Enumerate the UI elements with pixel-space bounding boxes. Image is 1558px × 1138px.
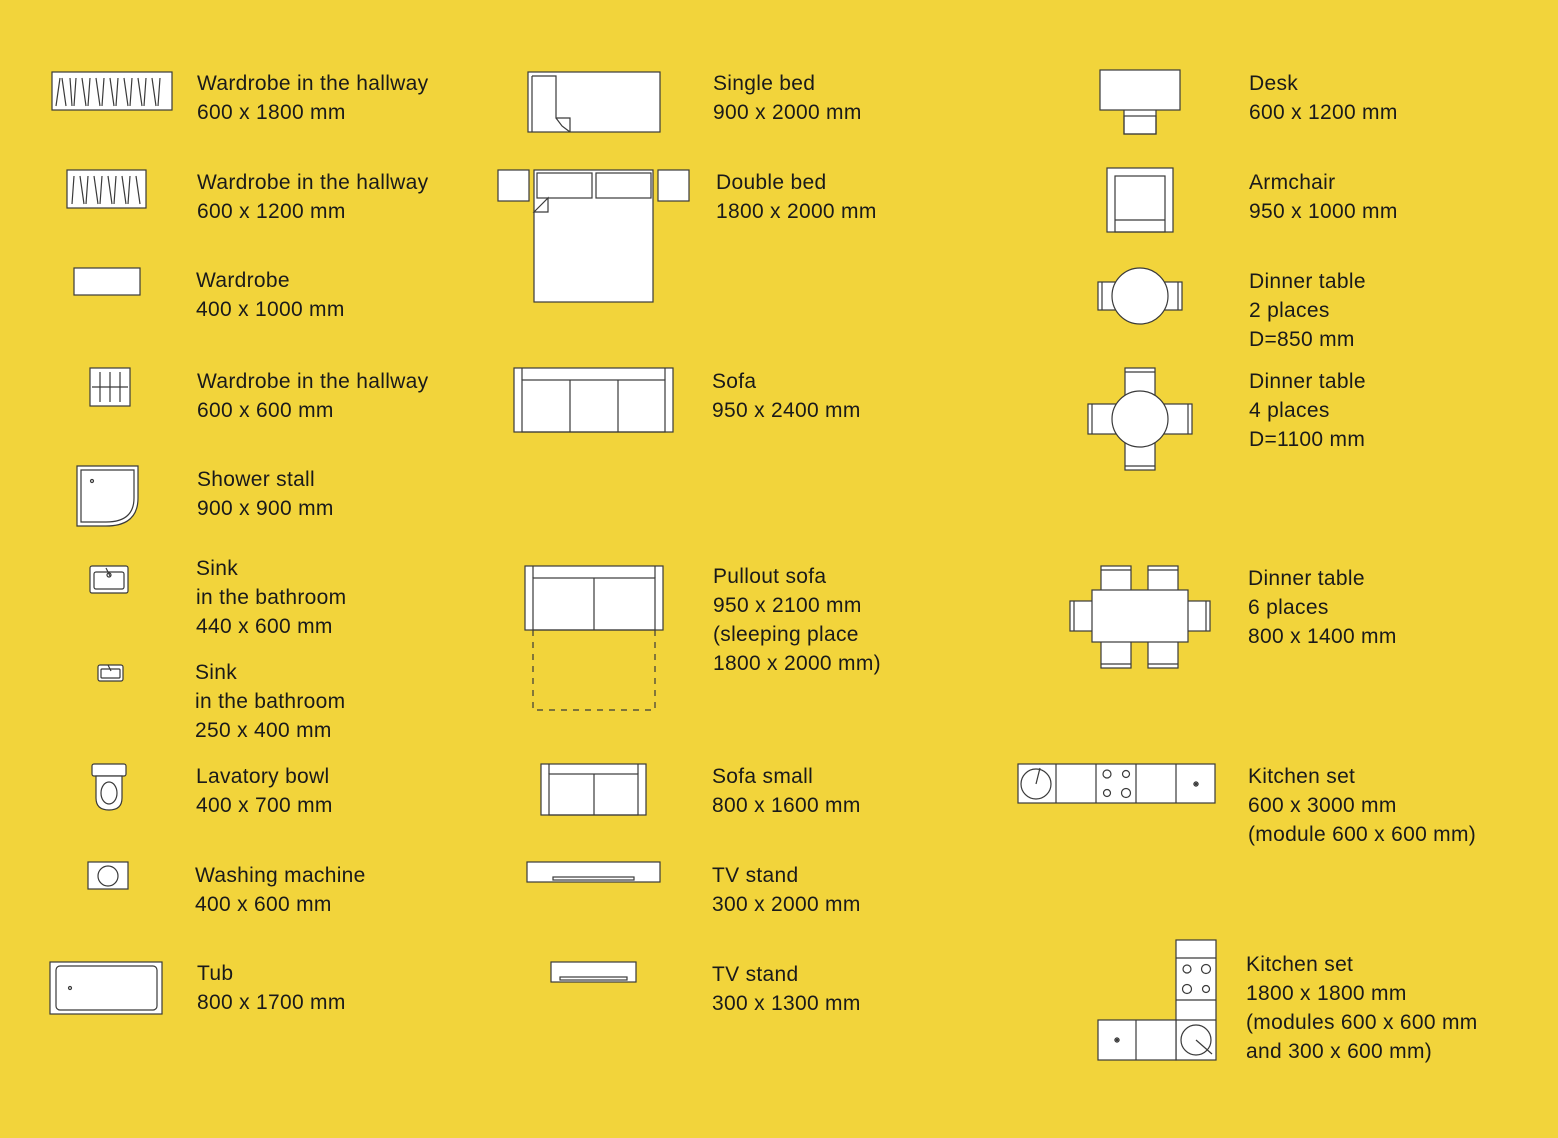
item-size: 600 x 1200 mm [197,200,346,223]
item-name: Kitchen set [1248,765,1356,788]
tv-stand-2000-icon [527,862,660,882]
item-name: Sofa [712,370,757,393]
single-bed-icon [528,72,660,132]
item-name: Pullout sofa [713,565,827,588]
item-size: 600 x 3000 mm [1248,794,1397,817]
item-name: Tub [197,962,234,985]
item-size: D=1100 mm [1249,428,1366,451]
sink-large-icon [90,566,128,593]
item-detail: (modules 600 x 600 mm [1246,1011,1478,1034]
item-label [197,959,346,1017]
item-name: Dinner table [1249,370,1366,393]
item-label [195,658,345,745]
item-size: 800 x 1700 mm [197,991,346,1014]
item-label [712,367,861,425]
item-name: Wardrobe in the hallway [197,171,429,194]
item-label [196,266,345,324]
item-size: 900 x 900 mm [197,497,334,520]
item-name: Wardrobe [196,269,290,292]
dinner-table-6-icon [1070,566,1210,668]
kitchen-set-linear-icon [1018,764,1215,803]
item-name: Sink [195,661,238,684]
item-label [195,861,366,919]
item-name: Lavatory bowl [196,765,330,788]
item-size: 600 x 1200 mm [1249,101,1398,124]
item-name: Kitchen set [1246,953,1354,976]
item-name: TV stand [712,864,799,887]
item-size: 800 x 1400 mm [1248,625,1397,648]
washing-machine-icon [88,862,128,889]
item-detail: (sleeping place [713,623,859,646]
wardrobe-icon [74,268,140,295]
item-detail: and 300 x 600 mm) [1246,1040,1433,1063]
item-label [713,69,862,127]
item-size: 950 x 2100 mm [713,594,862,617]
item-name: Washing machine [195,864,366,887]
kitchen-set-corner-icon [1098,940,1216,1060]
item-label [712,960,861,1018]
item-size: 800 x 1600 mm [712,794,861,817]
sink-small-icon [98,665,123,681]
item-name: Wardrobe in the hallway [197,370,429,393]
item-label [196,554,346,641]
sofa-icon [514,368,673,432]
item-label [1249,168,1398,226]
item-size: 440 x 600 mm [196,615,333,638]
item-name: Sofa small [712,765,814,788]
item-detail: (module 600 x 600 mm) [1248,823,1477,846]
item-detail: 6 places [1248,596,1329,619]
item-size: 400 x 700 mm [196,794,333,817]
item-label [197,168,428,226]
item-size: 950 x 2400 mm [712,399,861,422]
item-label [1249,69,1398,127]
item-name: Double bed [716,171,827,194]
desk-icon [1100,70,1180,134]
item-name: Shower stall [197,468,315,491]
item-label [713,562,881,678]
item-size: 300 x 1300 mm [712,992,861,1015]
item-label [197,465,334,523]
shower-stall-icon [77,466,138,526]
item-size: 400 x 600 mm [195,893,332,916]
wardrobe-hallway-1800-icon [52,72,172,110]
double-bed-icon [498,170,689,302]
item-size: 400 x 1000 mm [196,298,345,321]
lavatory-bowl-icon [92,764,126,810]
item-label [197,69,428,127]
item-name: Sink [196,557,239,580]
item-size: 600 x 600 mm [197,399,334,422]
item-size: 900 x 2000 mm [713,101,862,124]
item-name: Armchair [1249,171,1336,194]
item-label [1248,564,1397,651]
item-size: 600 x 1800 mm [197,101,346,124]
item-label [197,367,428,425]
item-label [1246,950,1478,1066]
item-label [712,861,861,919]
dinner-table-4-icon [1088,368,1192,470]
item-name: Dinner table [1248,567,1365,590]
item-detail: 4 places [1249,399,1330,422]
item-size: 1800 x 2000 mm [716,200,877,223]
armchair-icon [1107,168,1173,232]
item-detail: in the bathroom [195,690,346,713]
item-label [1249,267,1366,354]
item-detail: in the bathroom [196,586,347,609]
item-size: D=850 mm [1249,328,1355,351]
item-label [1248,762,1476,849]
item-detail: 2 places [1249,299,1330,322]
pullout-sofa-icon [525,566,663,710]
item-size: 950 x 1000 mm [1249,200,1398,223]
item-label [196,762,333,820]
item-label [716,168,877,226]
item-size: 300 x 2000 mm [712,893,861,916]
item-name: TV stand [712,963,799,986]
item-label [712,762,861,820]
item-name: Dinner table [1249,270,1366,293]
item-name: Wardrobe in the hallway [197,72,429,95]
dinner-table-2-icon [1098,268,1182,324]
tub-icon [50,962,162,1014]
sofa-small-icon [541,764,646,815]
item-name: Single bed [713,72,816,95]
tv-stand-1300-icon [551,962,636,982]
item-label [1249,367,1366,454]
item-size: 1800 x 1800 mm [1246,982,1407,1005]
item-detail: 1800 x 2000 mm) [713,652,881,675]
wardrobe-hallway-1200-icon [67,170,146,208]
wardrobe-hallway-600-icon [90,368,130,406]
item-name: Desk [1249,72,1299,95]
item-size: 250 x 400 mm [195,719,332,742]
